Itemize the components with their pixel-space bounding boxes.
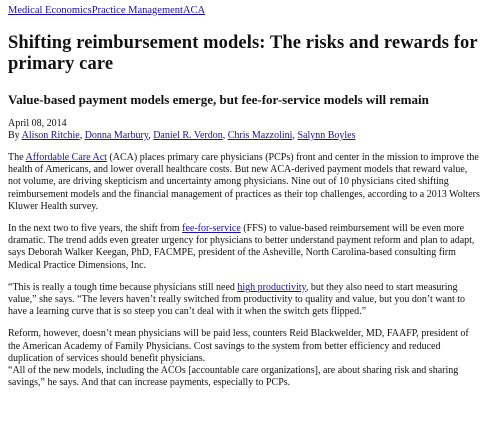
author-link[interactable]: Donna Marbury: [84, 130, 149, 141]
high-productivity-link[interactable]: high productivity: [237, 281, 306, 293]
aca-link[interactable]: Affordable Care Act: [25, 152, 107, 163]
body-paragraph: [8, 328, 482, 365]
category-tags: [8, 4, 482, 17]
paragraph-text: (FFS) to value-based reimbursement will be even more dramatic. The trend adds even greater urgency for physicians to better understand payment reform and plan to adapt, says Deborah Walker Keegan, PhD, FACMPE, president of the Asheville, North Carolina-based consulting firm Medical Practice Dimensions, Inc.: [8, 223, 475, 271]
paragraph-text: In the next two to five years, the shift from: [8, 223, 183, 235]
body-paragraph: [8, 223, 482, 272]
article-title: Shifting reimbursement models: The risks and rewards for primary care: [8, 33, 478, 74]
paragraph-text: , but they also need to start measuring value,” she says. “The levers haven’t really switched from productivity to quality and value, but you don’t want to have a learning curve that is so steep you can’t deal with it when the switch gets flipped.”: [8, 281, 466, 318]
paragraph-text: The: [8, 152, 26, 163]
article-subtitle: Value-based payment models emerge, but fee-for-service models will remain: [8, 92, 429, 107]
tag-aca[interactable]: ACA: [182, 5, 206, 16]
publish-date: April 08, 2014: [8, 118, 67, 129]
author-link[interactable]: Alison Ritchie: [21, 130, 80, 141]
paragraph-text: “All of the new models, including the ACOs [accountable care organizations], are about sharing risk and sharing savings,” he says. And that can increase payments, especially to PCPs.: [8, 365, 459, 389]
fee-for-service-link[interactable]: fee-for-service: [182, 223, 241, 235]
author-link[interactable]: Salynn Boyles: [297, 130, 356, 141]
author-separator: ,: [79, 130, 85, 141]
byline-prefix: By: [8, 130, 22, 141]
article: [8, 4, 482, 389]
author-separator: ,: [292, 130, 298, 141]
author-link[interactable]: Daniel R. Verdon: [153, 130, 223, 141]
paragraph-text: “This is really a tough time because physicians still need: [8, 281, 238, 293]
body-paragraph: [8, 365, 482, 389]
body-paragraph: [8, 282, 482, 319]
tag-medical-economics[interactable]: Medical Economics: [8, 5, 92, 16]
author-separator: ,: [148, 130, 154, 141]
tag-practice-management[interactable]: Practice Management: [91, 5, 183, 16]
byline: [8, 130, 482, 142]
author-link[interactable]: Chris Mazzolini: [227, 130, 293, 141]
author-separator: ,: [222, 130, 228, 141]
paragraph-text: Reform, however, doesn’t mean physicians will be paid less, counters Reid Blackwelder, MD, FAAFP, president of the American Academy of Family Physicians. Cost savings to the system from better efficiency and reduced duplication of services should benefit physicians.: [8, 328, 469, 364]
paragraph-text: (ACA) places primary care physicians (PCPs) front and center in the mission to improve the health of Americans, and lower overall healthcare costs. But new ACA-derived payment models that reward value, not volume, are driving skepticism and uncertainty among physicians. Nine out of 10 physicians cited shifting reimbursement models and the financial management of practices as their top challenges, according to a 2013 Wolters Kluwer Health survey.: [8, 152, 480, 212]
body-paragraph: [8, 152, 482, 213]
